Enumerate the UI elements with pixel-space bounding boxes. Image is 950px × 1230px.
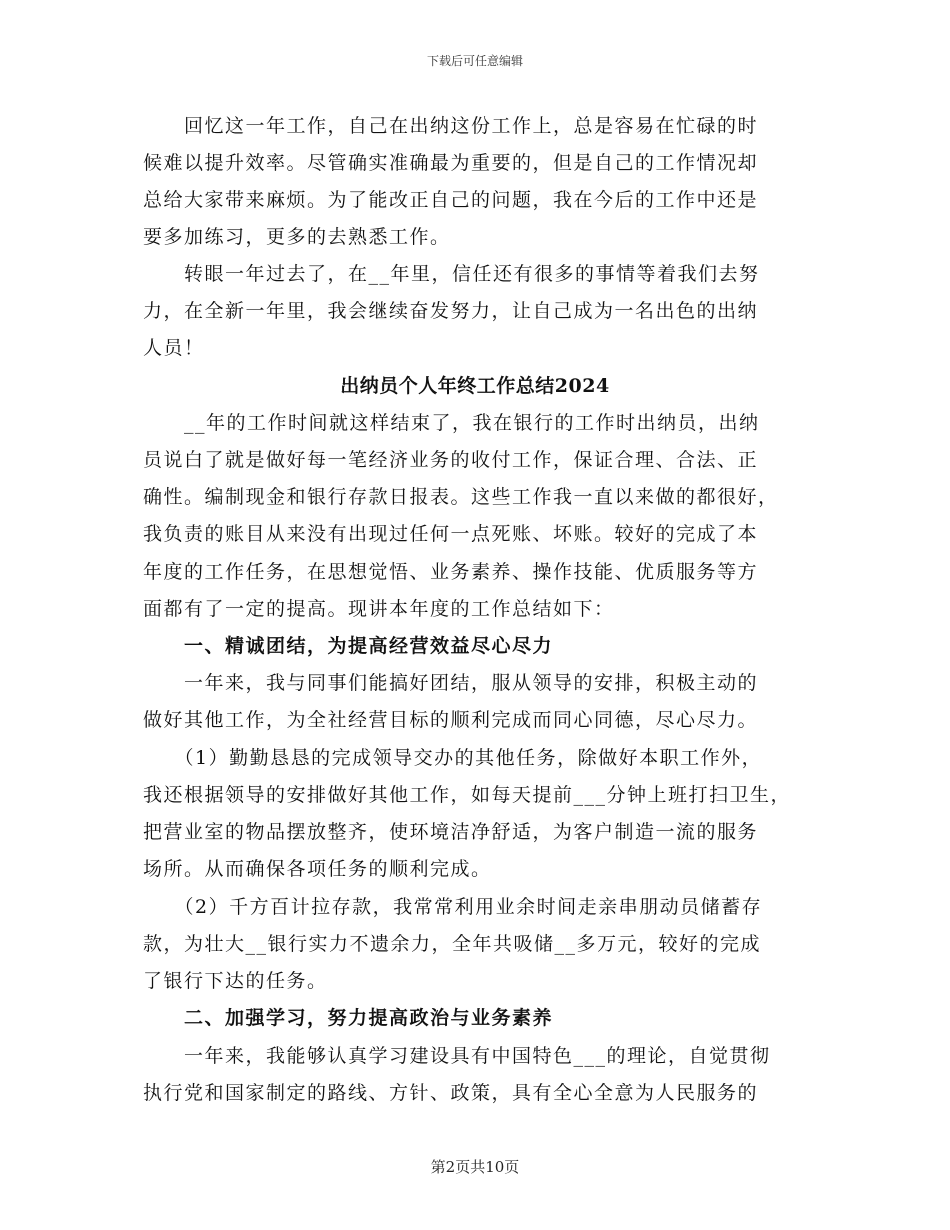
text-line: 做好其他工作，为全社经营目标的顺利完成而同心同德，尽心尽力。 bbox=[143, 709, 759, 731]
text-line: 年度的工作任务，在思想觉悟、业务素养、操作技能、优质服务等方 bbox=[143, 561, 759, 583]
text-line: 候难以提升效率。尽管确实准确最为重要的，但是自己的工作情况却 bbox=[143, 152, 759, 174]
text-line: 力，在全新一年里，我会继续奋发努力，让自己成为一名出色的出纳 bbox=[143, 300, 759, 322]
text-line: 款，为壮大__银行实力不遗余力，全年共吸储__多万元，较好的完成 bbox=[143, 933, 762, 955]
page-header: 下载后可任意编辑 bbox=[426, 54, 523, 68]
text-line: （2）千方百计拉存款，我常常利用业余时间走亲串朋动员储蓄存 bbox=[143, 896, 763, 918]
text-line: 面都有了一定的提高。现讲本年度的工作总结如下： bbox=[143, 598, 615, 620]
text-line: __年的工作时间就这样结束了，我在银行的工作时出纳员，出纳 bbox=[143, 412, 760, 434]
text-line: 要多加练习，更多的去熟悉工作。 bbox=[143, 226, 451, 248]
text-line: 了银行下达的任务。 bbox=[143, 970, 328, 992]
text-line: 一年来，我能够认真学习建设具有中国特色___的理论，自觉贯彻 bbox=[143, 1045, 771, 1067]
text-line: 场所。从而确保各项任务的顺利完成。 bbox=[143, 858, 492, 880]
text-line: 执行党和国家制定的路线、方针、政策，具有全心全意为人民服务的 bbox=[143, 1082, 759, 1104]
text-line: 确性。编制现金和银行存款日报表。这些工作我一直以来做的都很好， bbox=[143, 486, 779, 508]
section-title: 出纳员个人年终工作总结2024 bbox=[340, 375, 610, 397]
text-line: 人员！ bbox=[143, 337, 205, 359]
text-line: 员说白了就是做好每一笔经济业务的收付工作，保证合理、合法、正 bbox=[143, 449, 759, 471]
page-footer: 第2页共10页 bbox=[430, 1158, 520, 1176]
text-line: 我负责的账目从来没有出现过任何一点死账、坏账。较好的完成了本 bbox=[143, 523, 759, 545]
text-line: 一年来，我与同事们能搞好团结，服从领导的安排，积极主动的 bbox=[143, 672, 759, 694]
text-line: 回忆这一年工作，自己在出纳这份工作上，总是容易在忙碌的时 bbox=[143, 115, 759, 137]
text-line: 转眼一年过去了，在__年里，信任还有很多的事情等着我们去努 bbox=[143, 263, 760, 285]
section-heading: 二、加强学习，努力提高政治与业务素养 bbox=[143, 1007, 554, 1029]
text-line: 把营业室的物品摆放整齐，使环境洁净舒适，为客户制造一流的服务 bbox=[143, 821, 759, 843]
text-line: 我还根据领导的安排做好其他工作，如每天提前___分钟上班打扫卫生， bbox=[143, 784, 792, 806]
text-line: 总给大家带来麻烦。为了能改正自己的问题，我在今后的工作中还是 bbox=[143, 189, 759, 211]
section-heading: 一、精诚团结，为提高经营效益尽心尽力 bbox=[143, 635, 554, 657]
text-line: （1）勤勤恳恳的完成领导交办的其他任务，除做好本职工作外， bbox=[143, 747, 763, 769]
